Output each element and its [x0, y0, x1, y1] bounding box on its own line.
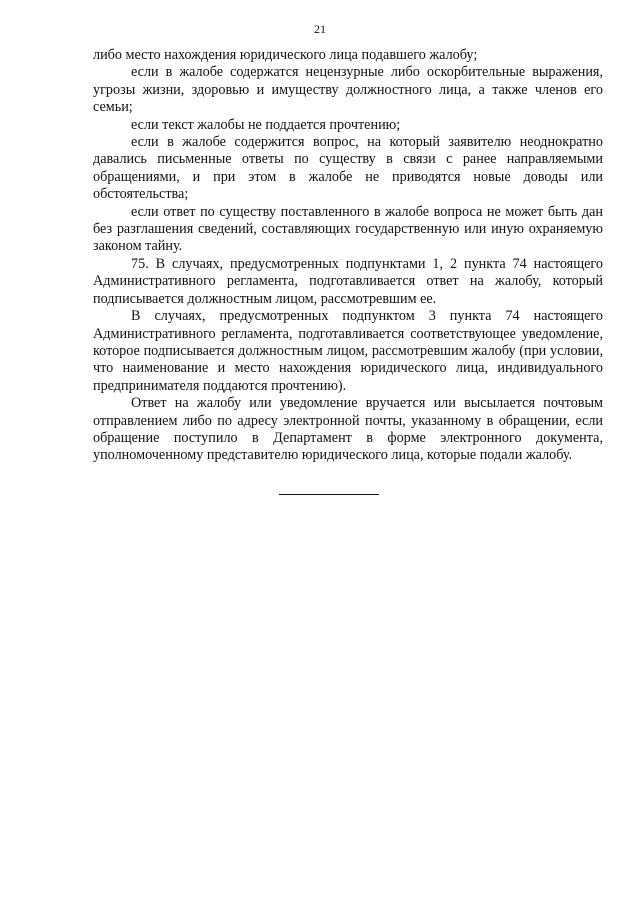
- page-number: 21: [314, 22, 326, 36]
- document-body: [93, 47, 603, 465]
- end-divider-line: [279, 494, 379, 495]
- paragraph-unreadable-text: если текст жалобы не поддается прочтению;: [131, 116, 401, 133]
- paragraph-repeated-question: если в жалобе содержится вопрос, на который заявителю неоднократно давались письменные ответы по существу в связи с ранее направляемыми обращениями, и при этом в жалобе не приводятся новые доводы или обстоятельства;: [93, 134, 603, 203]
- paragraph-obscene-content: если в жалобе содержатся нецензурные либо оскорбительные выражения, угрозы жизни, здоровью и имуществу должностного лица, а также членов его семьи;: [93, 64, 603, 116]
- paragraph-delivery: Ответ на жалобу или уведомление вручается или высылается почтовым отправлением либо по адресу электронной почты, указанному в обращении, если обращение поступило в Департамент в форме электронного документа, уполномоченному представителю юридического лица, которые подали жалобу.: [93, 395, 603, 464]
- paragraph-continuation: либо место нахождения юридического лица подавшего жалобу;: [93, 47, 478, 63]
- paragraph-secret-information: если ответ по существу поставленного в жалобе вопроса не может быть дан без разглашения сведений, составляющих государственную или иную охраняемую законом тайну.: [93, 203, 603, 255]
- paragraph-notification: В случаях, предусмотренных подпунктом 3 пункта 74 настоящего Административного регламента, подготавливается соответствующее уведомление, которое подписывается должностным лицом, рассмотревшим жалобу (при условии, что наименование и место нахождения юридического лица, индивидуального предпринимателя поддаются прочтению).: [93, 308, 603, 394]
- paragraph-item-75: 75. В случаях, предусмотренных подпунктами 1, 2 пункта 74 настоящего Административного регламента, подготавливается ответ на жалобу, который подписывается должностным лицом, рассмотревшим ее.: [93, 255, 603, 307]
